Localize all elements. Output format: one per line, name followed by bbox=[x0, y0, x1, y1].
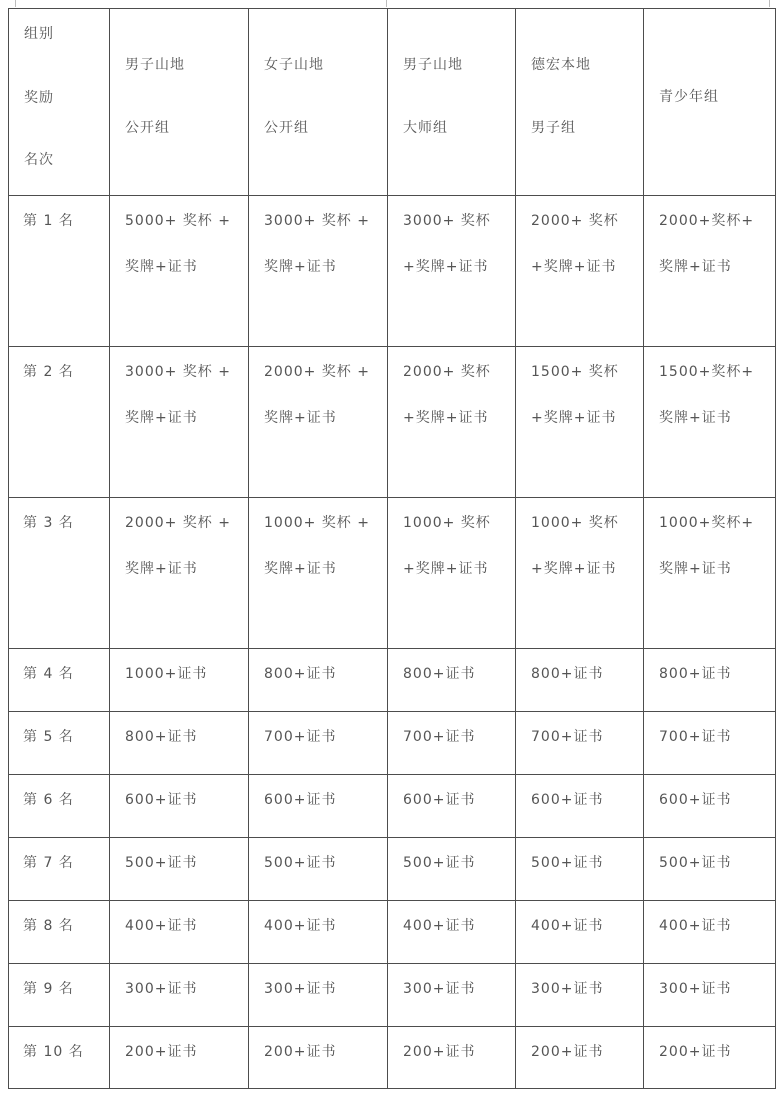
table-row bbox=[9, 1027, 776, 1089]
prize-cell bbox=[516, 196, 644, 347]
column-header-line: 大师组 bbox=[403, 120, 448, 136]
corner-label-group: 组别 bbox=[24, 26, 54, 42]
rank-cell bbox=[9, 498, 110, 649]
corner-label-rank: 名次 bbox=[24, 152, 54, 168]
rank-label: 第 3 名 bbox=[23, 515, 74, 531]
table-row bbox=[9, 901, 776, 964]
prize-text: 3000+ 奖杯 bbox=[403, 213, 491, 229]
prize-cell bbox=[516, 964, 644, 1027]
column-header-line: 男子山地 bbox=[125, 57, 185, 73]
column-header-women-open bbox=[249, 9, 388, 196]
edge-mark bbox=[15, 0, 16, 7]
prize-cell bbox=[110, 901, 249, 964]
prize-cell bbox=[249, 196, 388, 347]
prize-text: 800+证书 bbox=[403, 666, 476, 682]
prize-text: 400+证书 bbox=[659, 918, 732, 934]
prize-cell bbox=[110, 347, 249, 498]
prize-cell bbox=[110, 964, 249, 1027]
prize-text: 2000+ 奖杯 bbox=[403, 364, 491, 380]
prize-text: 1000+ 奖杯 + bbox=[264, 515, 370, 531]
prize-cell bbox=[644, 1027, 776, 1089]
column-header-line: 女子山地 bbox=[264, 57, 324, 73]
prize-cell bbox=[388, 1027, 516, 1089]
prize-text: 5000+ 奖杯 + bbox=[125, 213, 231, 229]
prize-text: 600+证书 bbox=[403, 792, 476, 808]
prize-text: 400+证书 bbox=[531, 918, 604, 934]
prize-cell bbox=[388, 775, 516, 838]
rank-cell bbox=[9, 901, 110, 964]
table-row bbox=[9, 712, 776, 775]
column-header-line: 德宏本地 bbox=[531, 57, 591, 73]
prize-text: +奖牌+证书 bbox=[531, 259, 617, 275]
prize-cell bbox=[388, 347, 516, 498]
prize-text: 奖牌+证书 bbox=[125, 410, 198, 426]
prize-cell bbox=[644, 196, 776, 347]
prize-text: 200+证书 bbox=[659, 1044, 732, 1060]
corner-cell bbox=[9, 9, 110, 196]
rank-cell bbox=[9, 196, 110, 347]
prize-cell bbox=[644, 838, 776, 901]
prize-text: 1000+证书 bbox=[125, 666, 208, 682]
prize-text: 奖牌+证书 bbox=[264, 561, 337, 577]
prize-text: 200+证书 bbox=[264, 1044, 337, 1060]
prize-cell bbox=[249, 964, 388, 1027]
prize-cell bbox=[516, 838, 644, 901]
prize-text: 700+证书 bbox=[659, 729, 732, 745]
table-row bbox=[9, 649, 776, 712]
prize-cell bbox=[388, 964, 516, 1027]
table-row bbox=[9, 964, 776, 1027]
rank-cell bbox=[9, 1027, 110, 1089]
prize-cell bbox=[644, 901, 776, 964]
prize-text: +奖牌+证书 bbox=[531, 410, 617, 426]
prize-text: +奖牌+证书 bbox=[403, 259, 489, 275]
prize-text: 1000+ 奖杯 bbox=[403, 515, 491, 531]
table-row bbox=[9, 347, 776, 498]
rank-cell bbox=[9, 775, 110, 838]
prize-text: 奖牌+证书 bbox=[659, 259, 732, 275]
prize-text: 600+证书 bbox=[125, 792, 198, 808]
prize-cell bbox=[249, 498, 388, 649]
prize-text: 600+证书 bbox=[659, 792, 732, 808]
prize-cell bbox=[388, 838, 516, 901]
table-row bbox=[9, 196, 776, 347]
prize-text: 800+证书 bbox=[659, 666, 732, 682]
prize-text: 400+证书 bbox=[403, 918, 476, 934]
rank-label: 第 4 名 bbox=[23, 666, 74, 682]
prize-cell bbox=[388, 712, 516, 775]
prize-cell bbox=[110, 775, 249, 838]
prize-text: 2000+奖杯+ bbox=[659, 213, 755, 229]
prize-text: 1500+奖杯+ bbox=[659, 364, 755, 380]
prize-cell bbox=[110, 712, 249, 775]
prize-text: 300+证书 bbox=[125, 981, 198, 997]
prize-cell bbox=[516, 901, 644, 964]
rank-label: 第 10 名 bbox=[23, 1044, 84, 1060]
table-row bbox=[9, 838, 776, 901]
edge-mark bbox=[386, 0, 387, 7]
rank-label: 第 5 名 bbox=[23, 729, 74, 745]
prize-cell bbox=[110, 498, 249, 649]
column-header-men-master bbox=[388, 9, 516, 196]
prize-text: 1500+ 奖杯 bbox=[531, 364, 619, 380]
prize-text: 400+证书 bbox=[125, 918, 198, 934]
prize-cell bbox=[644, 964, 776, 1027]
rank-label: 第 6 名 bbox=[23, 792, 74, 808]
prize-text: 500+证书 bbox=[531, 855, 604, 871]
prize-text: 奖牌+证书 bbox=[264, 259, 337, 275]
prize-text: 200+证书 bbox=[125, 1044, 198, 1060]
prize-text: 2000+ 奖杯 bbox=[531, 213, 619, 229]
prize-text: 300+证书 bbox=[531, 981, 604, 997]
column-header-line: 公开组 bbox=[125, 120, 170, 136]
prize-table-body bbox=[9, 9, 776, 1089]
prize-cell bbox=[516, 712, 644, 775]
table-row bbox=[9, 498, 776, 649]
prize-text: 500+证书 bbox=[659, 855, 732, 871]
prize-cell bbox=[388, 196, 516, 347]
prize-text: 2000+ 奖杯 + bbox=[125, 515, 231, 531]
prize-table bbox=[8, 8, 776, 1089]
prize-text: 500+证书 bbox=[264, 855, 337, 871]
prize-cell bbox=[249, 649, 388, 712]
top-edge-marks bbox=[0, 0, 780, 8]
header-row bbox=[9, 9, 776, 196]
rank-label: 第 1 名 bbox=[23, 213, 74, 229]
prize-text: 600+证书 bbox=[531, 792, 604, 808]
prize-cell bbox=[110, 1027, 249, 1089]
prize-text: 800+证书 bbox=[531, 666, 604, 682]
column-header-dehong-local bbox=[516, 9, 644, 196]
rank-label: 第 8 名 bbox=[23, 918, 74, 934]
prize-text: 3000+ 奖杯 + bbox=[125, 364, 231, 380]
prize-cell bbox=[110, 649, 249, 712]
prize-text: 1000+ 奖杯 bbox=[531, 515, 619, 531]
prize-text: 1000+奖杯+ bbox=[659, 515, 755, 531]
prize-cell bbox=[644, 347, 776, 498]
prize-cell bbox=[249, 838, 388, 901]
column-header-line: 青少年组 bbox=[659, 89, 719, 105]
rank-label: 第 7 名 bbox=[23, 855, 74, 871]
prize-text: 400+证书 bbox=[264, 918, 337, 934]
prize-text: 奖牌+证书 bbox=[125, 259, 198, 275]
column-header-men-open bbox=[110, 9, 249, 196]
prize-text: 800+证书 bbox=[264, 666, 337, 682]
prize-text: 2000+ 奖杯 + bbox=[264, 364, 370, 380]
prize-cell bbox=[644, 712, 776, 775]
prize-text: 奖牌+证书 bbox=[659, 410, 732, 426]
prize-text: +奖牌+证书 bbox=[403, 410, 489, 426]
prize-cell bbox=[644, 649, 776, 712]
prize-text: 3000+ 奖杯 + bbox=[264, 213, 370, 229]
prize-text: 600+证书 bbox=[264, 792, 337, 808]
rank-cell bbox=[9, 712, 110, 775]
prize-text: 200+证书 bbox=[403, 1044, 476, 1060]
prize-cell bbox=[516, 1027, 644, 1089]
prize-cell bbox=[249, 775, 388, 838]
prize-text: 300+证书 bbox=[264, 981, 337, 997]
prize-cell bbox=[110, 838, 249, 901]
prize-text: 700+证书 bbox=[264, 729, 337, 745]
prize-cell bbox=[516, 775, 644, 838]
rank-cell bbox=[9, 838, 110, 901]
prize-cell bbox=[516, 498, 644, 649]
prize-text: 奖牌+证书 bbox=[659, 561, 732, 577]
corner-label-reward: 奖励 bbox=[24, 90, 54, 106]
prize-text: 800+证书 bbox=[125, 729, 198, 745]
column-header-line: 男子山地 bbox=[403, 57, 463, 73]
prize-text: 奖牌+证书 bbox=[125, 561, 198, 577]
prize-cell bbox=[249, 347, 388, 498]
table-row bbox=[9, 775, 776, 838]
prize-cell bbox=[110, 196, 249, 347]
prize-text: 300+证书 bbox=[403, 981, 476, 997]
prize-cell bbox=[644, 775, 776, 838]
prize-text: 奖牌+证书 bbox=[264, 410, 337, 426]
prize-text: 300+证书 bbox=[659, 981, 732, 997]
rank-label: 第 2 名 bbox=[23, 364, 74, 380]
prize-text: +奖牌+证书 bbox=[403, 561, 489, 577]
prize-text: 200+证书 bbox=[531, 1044, 604, 1060]
rank-cell bbox=[9, 347, 110, 498]
prize-text: 500+证书 bbox=[125, 855, 198, 871]
rank-cell bbox=[9, 649, 110, 712]
prize-cell bbox=[388, 498, 516, 649]
prize-text: +奖牌+证书 bbox=[531, 561, 617, 577]
prize-cell bbox=[249, 1027, 388, 1089]
prize-text: 700+证书 bbox=[531, 729, 604, 745]
rank-label: 第 9 名 bbox=[23, 981, 74, 997]
column-header-line: 男子组 bbox=[531, 120, 576, 136]
prize-cell bbox=[516, 347, 644, 498]
prize-cell bbox=[249, 712, 388, 775]
edge-mark bbox=[769, 0, 770, 7]
column-header-line: 公开组 bbox=[264, 120, 309, 136]
prize-text: 700+证书 bbox=[403, 729, 476, 745]
prize-cell bbox=[644, 498, 776, 649]
rank-cell bbox=[9, 964, 110, 1027]
column-header-youth bbox=[644, 9, 776, 196]
prize-cell bbox=[388, 901, 516, 964]
prize-cell bbox=[388, 649, 516, 712]
prize-cell bbox=[516, 649, 644, 712]
prize-cell bbox=[249, 901, 388, 964]
prize-text: 500+证书 bbox=[403, 855, 476, 871]
